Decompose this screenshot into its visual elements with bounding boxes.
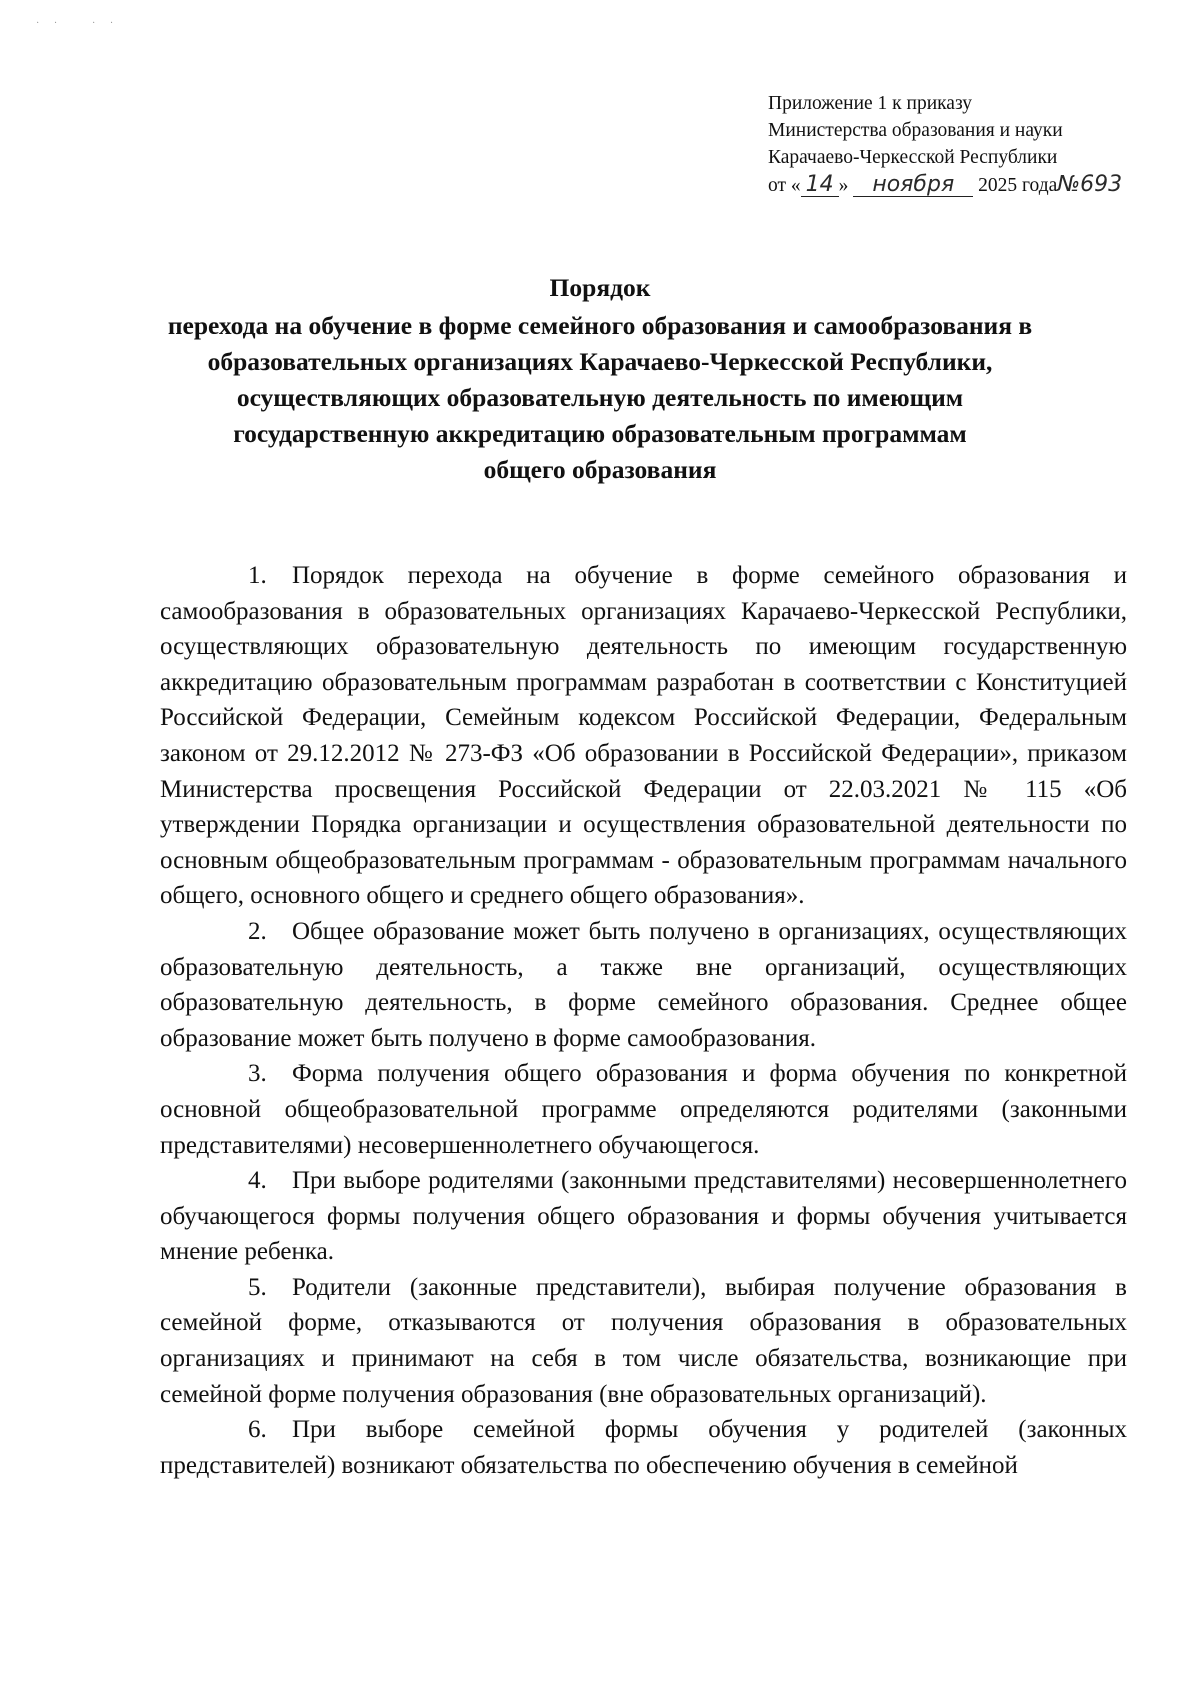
paragraph-text: Форма получения общего образования и форма обучения по конкретной основной общеобразовательной программе определяются родителями (законными представителями) несовершеннолетнего обучающегося. — [160, 1060, 1127, 1159]
title-line-3: осуществляющих образовательную деятельность по имеющим — [236, 383, 964, 412]
scan-artifact: · · — [92, 18, 120, 29]
paragraph-text: Общее образование может быть получено в организациях, осуществляющих образовательную деятельность, а также вне организаций, осуществляющих образовательную деятельность, в форме семейного образования. Среднее общее образование может быть получено в форме самообразования. — [160, 917, 1127, 1052]
date-year: 2025 года — [978, 175, 1058, 196]
title-line-2: образовательных организациях Карачаево-Черкесской Республики, — [207, 347, 993, 376]
paragraph-6 — [160, 1412, 1127, 1483]
paragraph-text: При выборе семейной формы обучения у родителей (законных представителей) возникают обязательства по обеспечению обучения в семейной — [160, 1416, 1127, 1479]
paragraph-2 — [160, 914, 1127, 1056]
document-title — [150, 270, 1050, 488]
title-line-5: общего образования — [483, 455, 717, 484]
paragraph-number: 3. — [248, 1060, 267, 1088]
title-line-4: государственную аккредитацию образовательным программам — [233, 419, 967, 448]
date-day-handwritten: 14 — [801, 174, 839, 197]
paragraph-3 — [160, 1056, 1127, 1163]
paragraph-number: 6. — [248, 1416, 267, 1444]
paragraph-number: 1. — [248, 562, 267, 589]
appendix-line-2: Министерства образования и науки — [768, 120, 1063, 141]
paragraph-text: При выборе родителями (законными представителями) несовершеннолетнего обучающегося формы получения общего образования и формы обучения учитывается мнение ребенка. — [160, 1167, 1127, 1266]
paragraph-5 — [160, 1270, 1127, 1412]
scan-artifact: · · — [36, 18, 64, 29]
appendix-header — [768, 90, 1128, 199]
appendix-line-1: Приложение 1 к приказу — [768, 93, 973, 114]
paragraph-text: Порядок перехода на обучение в форме семейного образования и самообразования в образовательных организациях Карачаево-Черкесской Республики, осуществляющих образовательную деятельность по имеющим государственную аккредитацию образовательным программам разработан в соответствии с Конституцией Российской Федерации, Семейным кодексом Российской Федерации, Федеральным законом от 29.12.2012 № 273-ФЗ «Об образовании в Российской Федерации», приказом Министерства просвещения Российской Федерации от 22.03.2021 № 115 «Об утверждении Порядка организации и осуществления образовательной деятельности по основным общеобразовательным программам - образовательным программам начального общего, основного общего и среднего общего образования». — [160, 562, 1127, 910]
paragraph-4 — [160, 1163, 1127, 1270]
date-prefix: от « — [768, 175, 801, 196]
title-heading: Порядок — [549, 273, 651, 302]
order-number-handwritten: №693 — [1057, 172, 1123, 197]
date-month-handwritten: ноября — [853, 174, 973, 197]
paragraph-1 — [160, 558, 1127, 914]
paragraph-number: 2. — [248, 917, 267, 945]
date-mid: » — [838, 175, 849, 196]
title-line-1: перехода на обучение в форме семейного образования и самообразования в — [167, 311, 1033, 340]
paragraph-number: 4. — [248, 1167, 267, 1195]
document-body — [160, 558, 1127, 1483]
paragraph-text: Родители (законные представители), выбирая получение образования в семейной форме, отказываются от получения образования в образовательных организациях и принимают на себя в том числе обязательства, возникающие при семейной форме получения образования (вне образовательных организаций). — [160, 1273, 1127, 1408]
appendix-date-line — [768, 171, 1128, 199]
paragraph-number: 5. — [248, 1273, 267, 1301]
appendix-line-3: Карачаево-Черкесской Республики — [768, 147, 1058, 168]
